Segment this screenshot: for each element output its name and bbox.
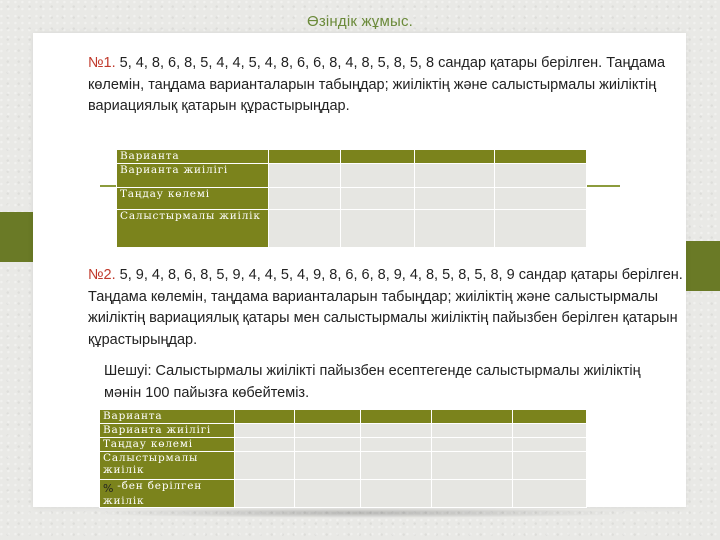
solution-paragraph: Шешуі: Салыстырмалы жиілікті пайызбен есептегенде салыстырмалы жиіліктің мәнін 100 пайызға көбейтеміз. — [104, 363, 641, 401]
table1-cell[interactable] — [269, 188, 341, 210]
table2-label-relative-frequency: Салыстырмалы жиілік — [100, 452, 235, 480]
table2 — [99, 409, 587, 508]
table1-cell[interactable] — [495, 150, 587, 164]
task1-paragraph — [88, 53, 688, 118]
table1-cell[interactable] — [341, 188, 415, 210]
table2-cell[interactable] — [432, 410, 513, 424]
task1-text: сандар қатары берілген. Таңдама көлемін, таңдама варианталарын табыңдар; жиіліктің және салыстырмалы жиіліктің вариациялық қатарын құрастырыңдар. — [88, 55, 666, 114]
percent-symbol: % — [103, 482, 115, 495]
table1-cell[interactable] — [341, 210, 415, 248]
task2-sequence: 5, 9, 4, 8, 6, 8, 5, 9, 4, 4, 5, 4, 9, 8, 6, 6, 8, 9, 4, 8, 5, 8, 5, 8, 9 — [115, 267, 515, 283]
table2-cell[interactable] — [432, 424, 513, 438]
table1 — [116, 149, 587, 248]
table2-cell[interactable] — [361, 452, 432, 480]
table2-cell[interactable] — [295, 410, 361, 424]
task1-sequence: 5, 4, 8, 6, 8, 5, 4, 4, 5, 4, 8, 6, 6, 8, 4, 8, 5, 8, 5, 8 — [115, 55, 435, 71]
table2-cell[interactable] — [513, 480, 587, 508]
table1-cell[interactable] — [495, 164, 587, 188]
table2-cell[interactable] — [235, 438, 295, 452]
table1-label-relative-frequency: Салыстырмалы жиілік — [117, 210, 269, 248]
table2-label-variant: Варианта — [100, 410, 235, 424]
table2-cell[interactable] — [295, 480, 361, 508]
table1-cell[interactable] — [269, 210, 341, 248]
table1-label-variant: Варианта — [117, 150, 269, 164]
table1-cell[interactable] — [415, 164, 495, 188]
table1-label-sample-size: Таңдау көлемі — [117, 188, 269, 210]
left-accent-bar — [0, 212, 33, 262]
table1-cell[interactable] — [269, 164, 341, 188]
table1-cell[interactable] — [415, 150, 495, 164]
table2-label-sample-size: Таңдау көлемі — [100, 438, 235, 452]
task2-text: сандар қатары берілген. Таңдама көлемін, таңдама варианталарын табыңдар; жиіліктің және салыстырмалы жиіліктің вариациялық қатары мен салыстырмалы жиіліктің пайызбен берілген қатарын құрастырыңдар. — [88, 267, 683, 348]
table2-cell[interactable] — [235, 480, 295, 508]
table2-cell[interactable] — [235, 410, 295, 424]
table2-label-frequency: Варианта жиілігі — [100, 424, 235, 438]
task2-paragraph — [88, 265, 698, 351]
table2-cell[interactable] — [361, 438, 432, 452]
table2-cell[interactable] — [295, 438, 361, 452]
table2-cell[interactable] — [361, 410, 432, 424]
table2-cell[interactable] — [513, 452, 587, 480]
table1-cell[interactable] — [415, 210, 495, 248]
table1-label-frequency: Варианта жиілігі — [117, 164, 269, 188]
table2-cell[interactable] — [432, 452, 513, 480]
table1-cell[interactable] — [341, 164, 415, 188]
percent-row-label: -бен берілген жиілік — [103, 480, 203, 507]
table1-cell[interactable] — [415, 188, 495, 210]
table1-cell[interactable] — [341, 150, 415, 164]
table2-cell[interactable] — [295, 452, 361, 480]
table1-cell[interactable] — [495, 188, 587, 210]
table1-cell[interactable] — [269, 150, 341, 164]
table2-cell[interactable] — [361, 424, 432, 438]
table1-cell[interactable] — [495, 210, 587, 248]
table2-cell[interactable] — [361, 480, 432, 508]
table2-cell[interactable] — [235, 452, 295, 480]
table2-cell[interactable] — [513, 438, 587, 452]
table2-cell[interactable] — [235, 424, 295, 438]
slide-title: Өзіндік жұмыс. — [306, 13, 414, 30]
card-shadow — [80, 508, 640, 518]
table2-cell[interactable] — [513, 410, 587, 424]
table2-label-percent-frequency — [100, 480, 235, 508]
table2-cell[interactable] — [295, 424, 361, 438]
task2-number: №2. — [88, 267, 116, 283]
task1-number: №1. — [88, 55, 116, 71]
table2-cell[interactable] — [432, 438, 513, 452]
table2-cell[interactable] — [432, 480, 513, 508]
table2-cell[interactable] — [513, 424, 587, 438]
